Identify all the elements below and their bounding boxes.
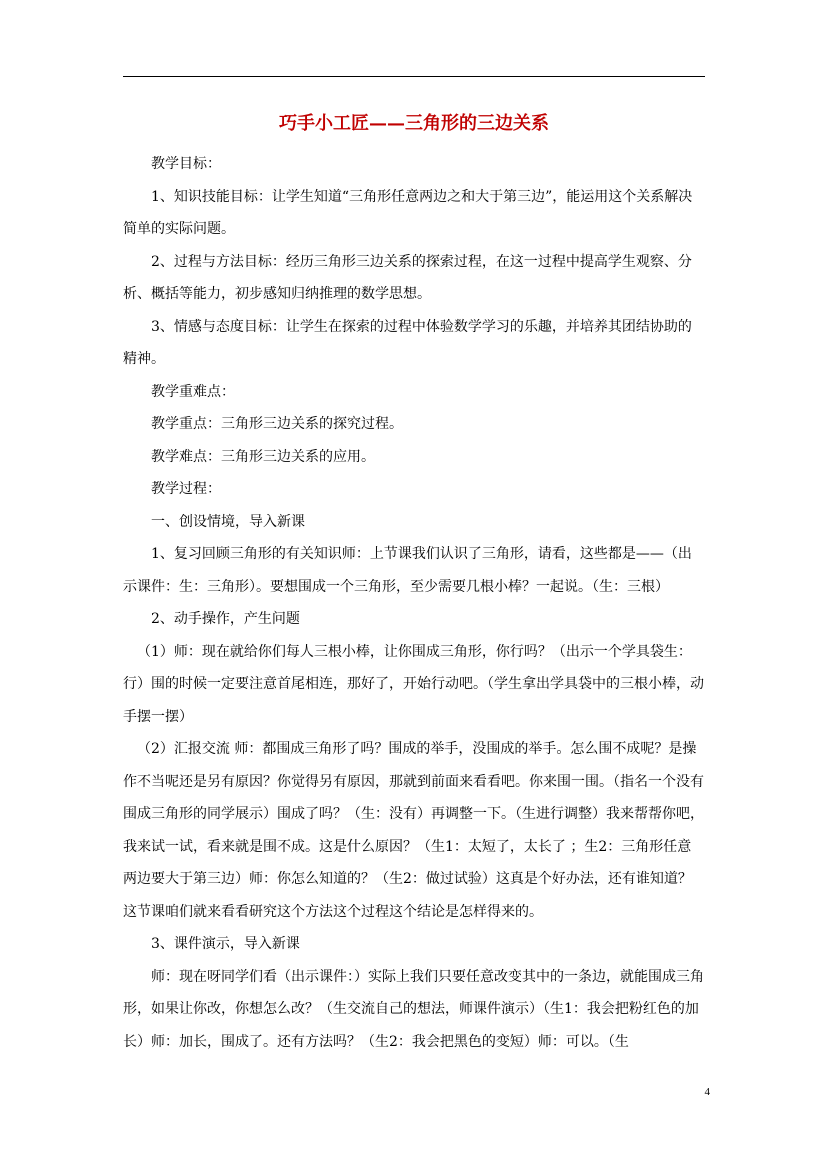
paragraph-demo: 师：现在呀同学们看（出示课件：）实际上我们只要任意改变其中的一条边，就能围成三角形，如果让你改，你想怎么改？（生交流自己的想法，师课件演示）（生1：我会把粉红色的加长）师：加长，围成了。还有方法吗？（生2：我会把黑色的变短）师：可以。（生	[123, 968, 704, 1050]
header-rule	[123, 76, 705, 77]
paragraph-section-key-points: 教学重难点：	[151, 383, 235, 400]
paragraph-review: 1、复习回顾三角形的有关知识师：上节课我们认识了三角形，请看，这些都是——（出示课件：生：三角形）。要想围成一个三角形，至少需要几根小棒？一起说。（生：三根）	[123, 546, 692, 595]
paragraph-step-one-heading: 一、创设情境，导入新课	[151, 513, 305, 530]
paragraph-hands-on-1: （1）师：现在就给你们每人三根小棒，让你围成三角形，你行吗？（出示一个学具袋生：行）围的时候一定要注意首尾相连，那好了，开始行动吧。（学生拿出学具袋中的三根小棒，动手摆一摆）	[123, 643, 704, 725]
page-number: 4	[704, 1086, 710, 1098]
paragraph-hands-on-2: （2）汇报交流 师：都围成三角形了吗？围成的举手，没围成的举手。怎么围不成呢？是操作不当呢还是另有原因？你觉得另有原因，那就到前面来看看吧。你来围一围。（指名一个没有围成三角形的同学展示）围成了吗？（生：没有）再调整一下。（生进行调整）我来帮帮你吧，我来试一试，看来就是围不成。这是什么原因？（生1：太短了，太长了 ；生2：三角形任意两边要大于第三边）师：你怎么知道的？（生2：做过试验）这真是个好办法，还有谁知道？这节课咱们就来看看研究这个方法这个过程这个结论是怎样得来的。	[123, 741, 704, 920]
paragraph-section-process: 教学过程：	[151, 481, 221, 497]
paragraph-goal-knowledge: 1、知识技能目标：让学生知道“三角形任意两边之和大于第三边”，能运用这个关系解决简单的实际问题。	[123, 188, 693, 237]
paragraph-hands-on-heading: 2、动手操作，产生问题	[151, 611, 300, 627]
page-title: 巧手小工匠——三角形的三边关系	[279, 113, 549, 134]
paragraph-goal-process: 2、过程与方法目标：经历三角形三边关系的探索过程，在这一过程中提高学生观察、分析、概括等能力，初步感知归纳推理的数学思想。	[123, 253, 692, 302]
document-body	[123, 148, 705, 1058]
paragraph-key-point: 教学重点：三角形三边关系的探究过程。	[151, 416, 403, 432]
paragraph-section-goals: 教学目标：	[151, 156, 221, 172]
paragraph-goal-attitude: 3、情感与态度目标：让学生在探索的过程中体验数学学习的乐趣，并培养其团结协助的精神。	[123, 318, 692, 367]
paragraph-difficult-point: 教学难点：三角形三边关系的应用。	[151, 448, 375, 465]
paragraph-demo-heading: 3、课件演示，导入新课	[151, 936, 300, 952]
